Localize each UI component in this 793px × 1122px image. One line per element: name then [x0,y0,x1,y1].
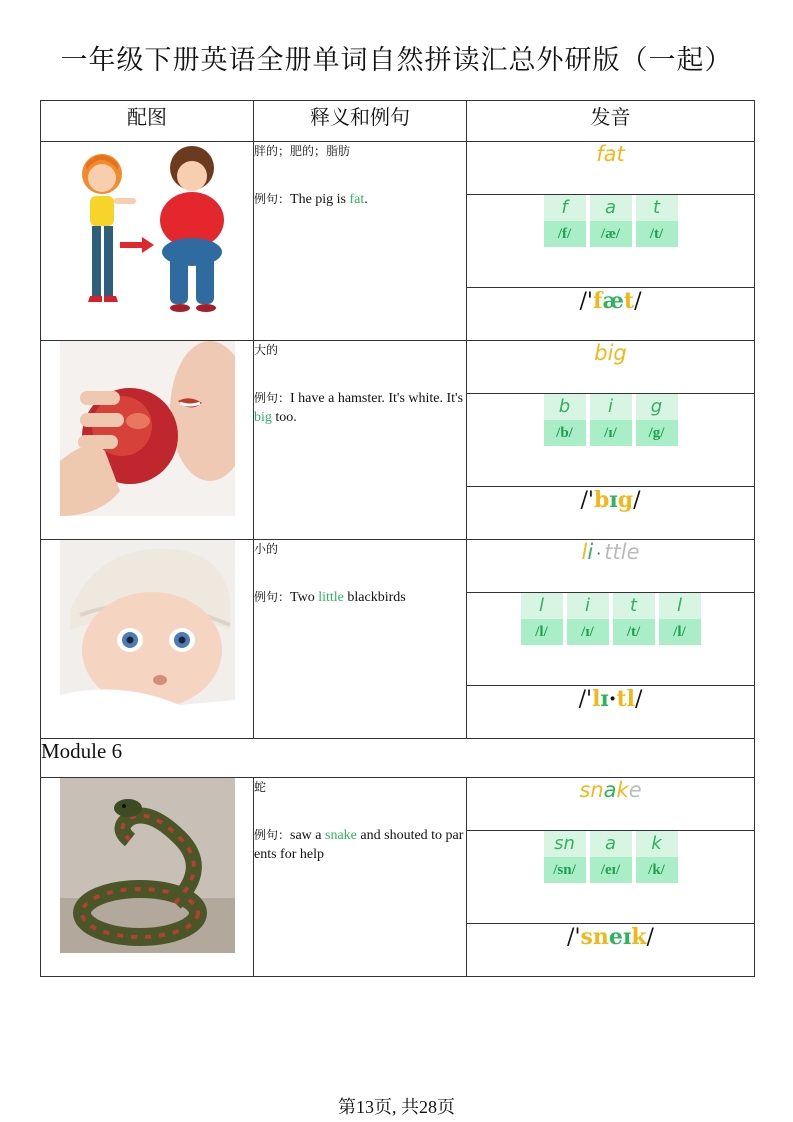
tile-letter: f [544,195,586,221]
example-sentence [254,389,466,427]
ipa-cell [467,288,755,341]
phonics-tiles [521,593,701,645]
phonics-table [40,100,755,977]
ipa-open: /' [579,289,593,314]
header-row [41,101,755,142]
phonics-tiles [544,831,678,883]
example-before: The pig is [290,192,350,207]
ipa-open: /' [580,488,594,513]
baby-photo [60,540,235,715]
ipa-part: ɪ [609,487,618,513]
ipa-open: /' [567,925,581,950]
phonics-tile [521,593,563,645]
ipa-part: eɪ [608,924,632,950]
phonics-tiles [544,394,678,446]
tile-sound: /ɪ/ [567,619,609,645]
example-after: blackbirds [343,590,406,605]
example-sentence [254,588,466,607]
ipa-part: b [593,487,610,513]
phonics-tile [590,831,632,883]
phonics-tile [636,195,678,247]
example-before: Two [290,590,319,605]
header-pronunciation: 发音 [467,101,755,142]
phonics-tile [659,593,701,645]
phonics-cell [467,593,755,686]
entry-row-snake [41,778,755,831]
example-label: 例句： [254,590,291,604]
ipa-cell [467,924,755,977]
tile-sound: /æ/ [590,221,632,247]
ipa-close: / [646,925,654,950]
word-cell: li · ttle [467,540,755,593]
definition-cell [254,778,467,977]
tile-letter: k [636,831,678,857]
ipa-part: sn [580,924,609,950]
page-title: 一年级下册英语全册单词自然拼读汇总外研版（一起） [60,45,733,76]
entry-row-fat [41,142,755,195]
tile-sound: /b/ [544,420,586,446]
snake-photo [60,778,235,953]
ipa-part: l [592,686,601,712]
ipa-close: / [634,687,643,712]
tile-letter: g [636,394,678,420]
tile-sound: /l/ [659,619,701,645]
example-before: I have a hamster. It's white. It's [290,391,464,406]
phonics-tile [590,195,632,247]
meaning-text: 小的 [254,542,279,556]
definition-cell [254,142,467,341]
phonics-tile [544,394,586,446]
example-after: and shouted to parents for help [254,828,464,862]
ipa-part: t [623,288,635,314]
phonics-tile [544,831,586,883]
tile-letter: t [636,195,678,221]
tile-letter: i [590,394,632,420]
example-keyword: little [318,590,344,605]
page-number: 第13页, 共28页 [338,1097,455,1117]
word-text: big [594,341,627,365]
example-keyword: snake [325,828,357,843]
tile-letter: t [613,593,655,619]
apple-bite-photo [60,341,235,516]
tile-sound: /sn/ [544,857,586,883]
image-cell [41,778,254,977]
module-heading: Module 6 [41,739,755,778]
definition-cell [254,341,467,540]
word-cell [467,142,755,195]
ipa-part: g [617,487,634,513]
word-cell [467,341,755,394]
ipa-part: · [608,686,617,712]
word-cell: snake [467,778,755,831]
tile-sound: /t/ [613,619,655,645]
fat-illustration [60,142,235,317]
example-keyword: big [254,410,272,425]
example-sentence [254,826,466,864]
phonics-tile [567,593,609,645]
meaning-text: 胖的；肥的；脂肪 [254,144,351,158]
header-meaning: 释义和例句 [254,101,467,142]
meaning-text: 大的 [254,343,279,357]
ipa-part: ɪ [600,686,609,712]
ipa-open: /' [578,687,593,712]
example-keyword: fat [349,192,365,207]
phonics-tile [590,394,632,446]
tile-sound: /eɪ/ [590,857,632,883]
ipa-part: k [631,924,647,950]
example-sentence [254,190,466,209]
tile-letter: a [590,831,632,857]
entry-row-little [41,540,755,593]
phonics-cell [467,195,755,288]
image-cell [41,540,254,739]
tile-sound: /ɪ/ [590,420,632,446]
phonics-tile [636,394,678,446]
tile-letter: l [521,593,563,619]
ipa-cell [467,686,755,739]
definition-cell [254,540,467,739]
meaning-text: 蛇 [254,780,267,794]
example-after: too. [271,410,297,425]
ipa-cell [467,487,755,540]
module-row [41,739,755,778]
example-label: 例句： [254,391,291,405]
ipa-part: æ [602,288,624,314]
image-cell [41,142,254,341]
ipa-close: / [634,289,642,314]
phonics-tiles [544,195,678,247]
example-label: 例句： [254,192,291,206]
word-text: fat [596,142,625,166]
entry-row-big [41,341,755,394]
tile-sound: /k/ [636,857,678,883]
example-after: . [364,192,368,207]
tile-sound: /l/ [521,619,563,645]
ipa-close: / [633,488,641,513]
phonics-tile [636,831,678,883]
tile-letter: b [544,394,586,420]
tile-sound: /t/ [636,221,678,247]
ipa-part: l [626,686,635,712]
phonics-cell [467,831,755,924]
tile-sound: /g/ [636,420,678,446]
tile-letter: l [659,593,701,619]
phonics-tile [613,593,655,645]
example-label: 例句： [254,828,291,842]
tile-letter: i [567,593,609,619]
phonics-tile [544,195,586,247]
tile-letter: a [590,195,632,221]
example-before: saw a [290,828,326,843]
ipa-part: t [616,686,627,712]
tile-sound: /f/ [544,221,586,247]
tile-letter: sn [544,831,586,857]
phonics-cell [467,394,755,487]
ipa-part: f [592,288,603,314]
image-cell [41,341,254,540]
header-image: 配图 [41,101,254,142]
